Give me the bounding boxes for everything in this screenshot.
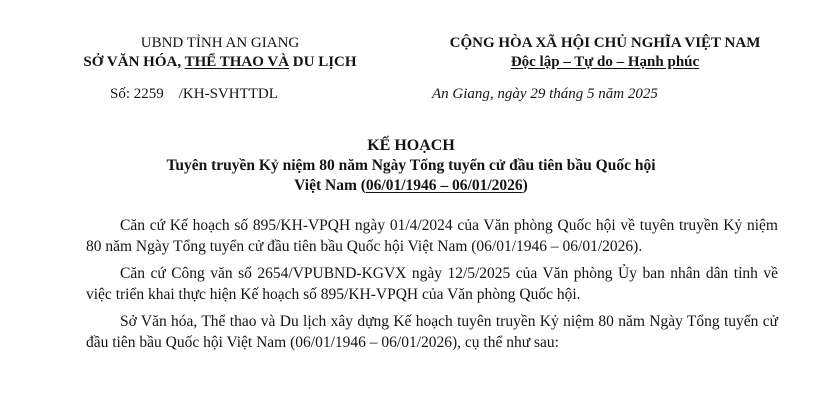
body-paragraph-legal-basis-1: Căn cứ Kế hoạch số 895/KH-VPQH ngày 01/4/2024 của Văn phòng Quốc hội về tuyên truyền Kỷ niệm 80 năm Ngày Tổng tuyển cử đầu tiên bầu Quốc hội Việt Nam (06/01/1946 – 06/01/2026). xyxy=(86,217,778,255)
subject-line-2-prefix: Việt Nam ( xyxy=(294,177,366,194)
body-paragraph-intro: Sở Văn hóa, Thể thao và Du lịch xây dựng Kế hoạch tuyên truyền Kỷ niệm 80 năm Ngày Tổng tuyển cử đầu tiên bầu Quốc hội Việt Nam (06/01/1946 – 06/01/2026), cụ thể như sau: xyxy=(86,313,778,351)
document-title-block xyxy=(60,136,762,196)
department-name-part3: DU LỊCH xyxy=(289,54,357,70)
place-and-date: An Giang, ngày 29 tháng 5 năm 2025 xyxy=(432,86,658,102)
document-subject-line-1: Tuyên truyền Kỷ niệm 80 năm Ngày Tổng tuyển cử đầu tiên bầu Quốc hội xyxy=(166,157,656,174)
department-name-underlined: THỂ THAO VÀ xyxy=(184,54,290,70)
department-name-part1: SỞ VĂN HÓA, xyxy=(83,54,185,70)
issuing-department xyxy=(70,53,370,72)
subject-line-2-suffix: ) xyxy=(522,177,528,194)
document-type: KẾ HOẠCH xyxy=(367,137,455,154)
national-motto: Độc lập – Tự do – Hạnh phúc xyxy=(510,54,700,70)
parent-authority: UBND TỈNH AN GIANG xyxy=(140,35,300,51)
document-number: Số: 2259 /KH-SVHTTDL xyxy=(110,86,278,102)
national-title: CỘNG HÒA XÃ HỘI CHỦ NGHĨA VIỆT NAM xyxy=(449,35,761,51)
subject-date-range: 06/01/1946 – 06/01/2026 xyxy=(365,177,523,194)
document-body xyxy=(86,216,778,360)
issuing-authority-block xyxy=(70,34,370,72)
national-header-block xyxy=(415,34,795,72)
document-subject-line-2 xyxy=(60,176,762,196)
body-paragraph-legal-basis-2: Căn cứ Công văn số 2654/VPUBND-KGVX ngày 12/5/2025 của Văn phòng Ủy ban nhân dân tỉnh về việc triển khai thực hiện Kế hoạch số 895/KH-VPQH của Văn phòng Quốc hội. xyxy=(86,265,778,303)
